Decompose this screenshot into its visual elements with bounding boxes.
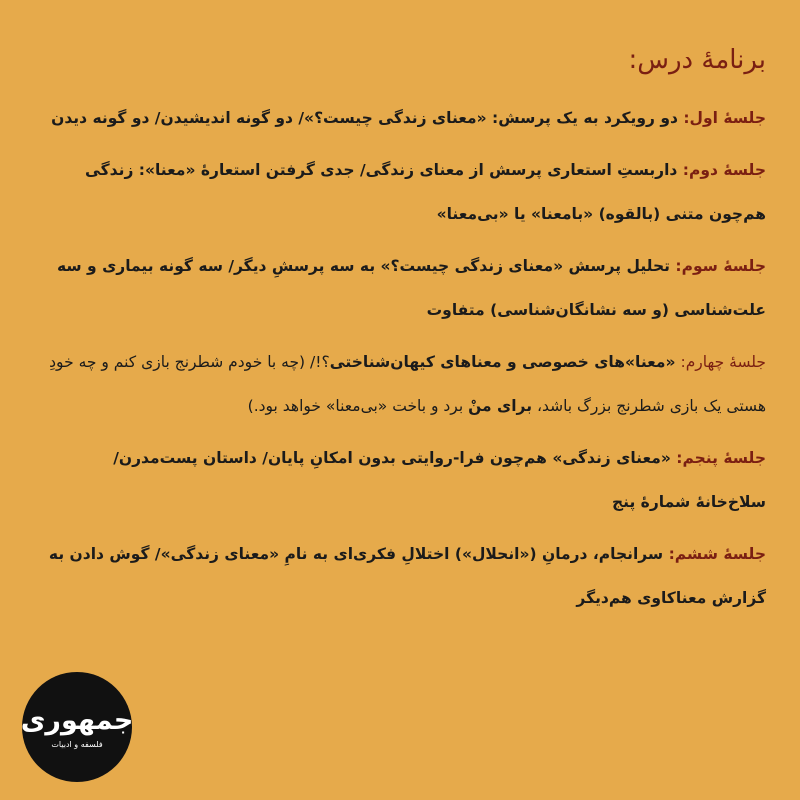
session-label: جلسهٔ چهارم: bbox=[680, 353, 766, 371]
session-text: «معنا»های bbox=[588, 353, 676, 371]
session-label: جلسهٔ سوم: bbox=[675, 257, 766, 275]
session-text: (بالقوه) «بامعنا» یا «بی‌معنا» bbox=[436, 205, 666, 223]
session-text: داربستِ bbox=[611, 161, 678, 179]
logo-name: جمهوری bbox=[20, 704, 134, 736]
session-label: جلسهٔ دوم: bbox=[682, 161, 766, 179]
session-text: و سه علت‌شناسی (و سه نشانگان‌شناسی) متفاوت bbox=[57, 257, 766, 319]
session-text: «معنای زندگی» هم‌چون فرا-روایتی بدون امکانِ bbox=[304, 449, 671, 467]
session-2 bbox=[40, 148, 766, 236]
session-label: جلسهٔ پنجم: bbox=[676, 449, 766, 467]
session-6 bbox=[40, 532, 766, 620]
session-text: برد و باخت «بی‌معنا» خواهد بود.) bbox=[247, 397, 469, 415]
session-emphasis: متنی bbox=[665, 205, 704, 223]
session-text: تحلیل پرسش «معنای زندگی چیست؟» به سه پرسشِ دیگر/ سه گونه bbox=[153, 257, 670, 275]
session-label: جلسهٔ اول: bbox=[683, 109, 766, 127]
session-text: / داستان پست‌مدرن/ سلاخ‌خانهٔ شمارهٔ پنج bbox=[113, 449, 766, 511]
session-1 bbox=[40, 96, 766, 140]
session-text: پرسش از معنای زندگی/ جدی گرفتن استعارهٔ «معنا»: زندگی هم‌چون bbox=[84, 161, 766, 223]
session-text: و معناهای bbox=[434, 353, 522, 371]
session-emphasis: بیماری bbox=[102, 257, 154, 275]
jomhouri-logo bbox=[22, 672, 132, 782]
course-program bbox=[40, 38, 766, 628]
logo-subtitle: فلسفه و ادبیات bbox=[51, 739, 103, 749]
session-text: به نامِ «معنای زندگی»/ گوش دادن به گزارش معناکاوی هم‌دیگر bbox=[48, 545, 766, 607]
session-3 bbox=[40, 244, 766, 332]
session-label: جلسهٔ ششم: bbox=[668, 545, 766, 563]
session-4 bbox=[40, 340, 766, 428]
session-emphasis: استعاری bbox=[547, 161, 612, 179]
session-text: دو رویکرد به یک پرسش: «معنای زندگی چیست؟»/ دو گونه اندیشیدن/ دو گونه دیدن bbox=[51, 109, 678, 127]
session-text: ؟!/ (چه با خودم شطرنج بازی کنم و چه خودِ هستی یک بازی شطرنج بزرگ باشد، bbox=[49, 353, 766, 415]
session-text: سرانجام، درمانِ («انحلال») bbox=[449, 545, 664, 563]
session-emphasis: خصوصی bbox=[522, 353, 589, 371]
page-title: برنامهٔ درس: bbox=[628, 45, 766, 75]
session-emphasis: پایان bbox=[267, 449, 305, 467]
session-emphasis: کیهان‌شناختی bbox=[329, 353, 435, 371]
session-5 bbox=[40, 436, 766, 524]
session-emphasis: برای منْ bbox=[468, 397, 533, 415]
session-emphasis: اختلالِ فکری‌ای bbox=[333, 545, 450, 563]
